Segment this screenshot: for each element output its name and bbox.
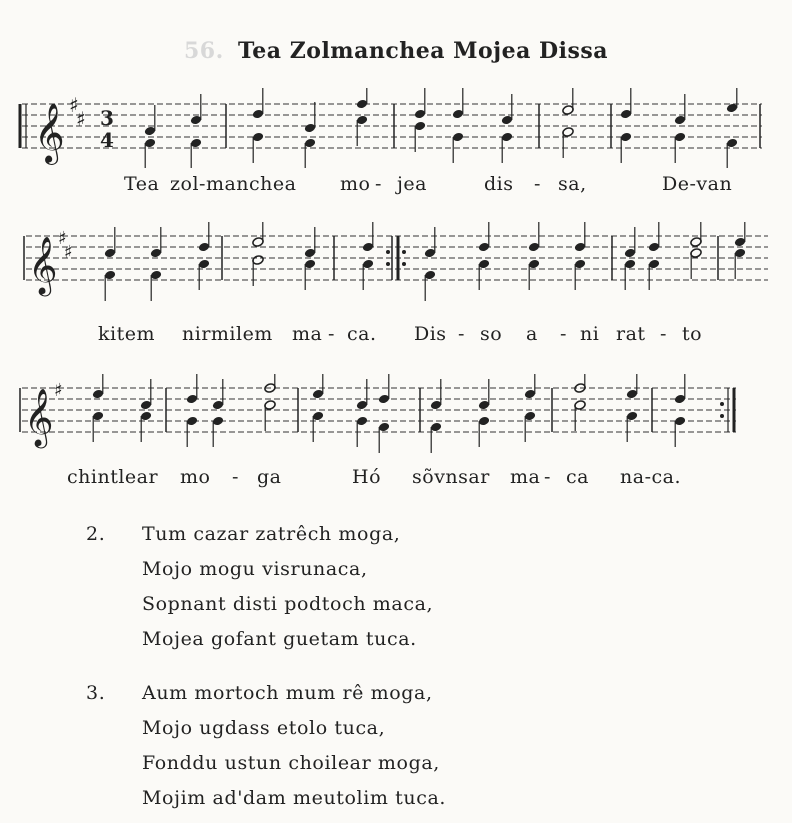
lyric-syllable: - xyxy=(458,323,465,345)
lyric-syllable: ma xyxy=(292,323,323,345)
lyric-syllable: mo xyxy=(180,466,211,488)
lyrics-line-3 xyxy=(0,466,792,496)
lyric-syllable: ca xyxy=(566,466,589,488)
lyrics-line-1 xyxy=(0,173,792,203)
verse-line: Mojo ugdass etolo tuca, xyxy=(142,717,386,739)
sharp-icon: ♯ xyxy=(76,107,86,131)
lyric-syllable: - xyxy=(544,466,551,488)
song-title: Tea Zolmanchea Mojea Dissa xyxy=(237,38,608,64)
notes-1 xyxy=(144,88,738,168)
lyric-syllable: na-ca. xyxy=(620,466,681,488)
lyric-syllable: to xyxy=(682,323,703,345)
lyric-syllable: ca. xyxy=(347,323,377,345)
time-signature-top: 3 xyxy=(100,106,114,130)
lyric-syllable: a xyxy=(526,323,538,345)
lyric-syllable: Dis xyxy=(414,323,447,345)
music-staff-1 xyxy=(0,88,792,168)
treble-clef-icon: 𝄞 xyxy=(24,388,54,446)
sharp-icon: ♯ xyxy=(69,93,79,117)
music-staff-2 xyxy=(0,222,792,317)
lyric-syllable: ni xyxy=(580,323,600,345)
verse-line: Fonddu ustun choilear moga, xyxy=(142,752,440,774)
sharp-icon: ♯ xyxy=(54,380,63,401)
music-notation-3 xyxy=(0,374,792,456)
music-notation-1 xyxy=(0,88,792,168)
lyric-syllable: - xyxy=(232,466,239,488)
lyric-syllable: ma xyxy=(510,466,541,488)
music-staff-3 xyxy=(0,374,792,456)
lyric-syllable: - xyxy=(660,323,667,345)
lyric-syllable: zol-manchea xyxy=(170,173,297,195)
notes-3 xyxy=(92,374,686,453)
lyric-syllable: Tea xyxy=(124,173,160,195)
lyric-syllable: dis xyxy=(484,173,514,195)
verse-line: Tum cazar zatrêch moga, xyxy=(142,523,401,545)
song-number: 56. xyxy=(184,38,224,64)
lyric-syllable: jea xyxy=(397,173,427,195)
lyric-syllable: so xyxy=(480,323,503,345)
lyric-syllable: mo xyxy=(340,173,371,195)
lyric-syllable: ga xyxy=(257,466,282,488)
sharp-icon: ♯ xyxy=(64,242,73,263)
treble-clef-icon: 𝄞 xyxy=(28,236,58,294)
music-notation-2 xyxy=(0,222,792,317)
lyric-syllable: - xyxy=(534,173,541,195)
lyric-syllable: Hó xyxy=(352,466,382,488)
verse-line: Mojim ad'dam meutolim tuca. xyxy=(142,787,447,809)
lyric-syllable: sa, xyxy=(558,173,587,195)
notes-2 xyxy=(104,222,746,301)
song-heading xyxy=(0,38,792,64)
time-signature-bottom: 4 xyxy=(100,128,114,152)
lyric-syllable: nirmilem xyxy=(182,323,273,345)
lyric-syllable: - xyxy=(375,173,382,195)
verse-line: Mojea gofant guetam tuca. xyxy=(142,628,417,650)
lyric-syllable: rat xyxy=(616,323,646,345)
verse-line: Sopnant disti podtoch maca, xyxy=(142,593,434,615)
verse-line: Aum mortoch mum rê moga, xyxy=(142,682,433,704)
verse-number: 2. xyxy=(86,523,106,545)
lyric-syllable: sõvnsar xyxy=(412,466,490,488)
lyrics-line-2 xyxy=(0,323,792,353)
treble-clef-icon: 𝄞 xyxy=(34,103,65,163)
sharp-icon: ♯ xyxy=(58,228,67,249)
lyric-syllable: - xyxy=(328,323,335,345)
verse-number: 3. xyxy=(86,682,106,704)
lyric-syllable: - xyxy=(560,323,567,345)
lyric-syllable: kitem xyxy=(98,323,155,345)
lyric-syllable: chintlear xyxy=(67,466,159,488)
verse-line: Mojo mogu visrunaca, xyxy=(142,558,368,580)
lyric-syllable: De-van xyxy=(662,173,733,195)
